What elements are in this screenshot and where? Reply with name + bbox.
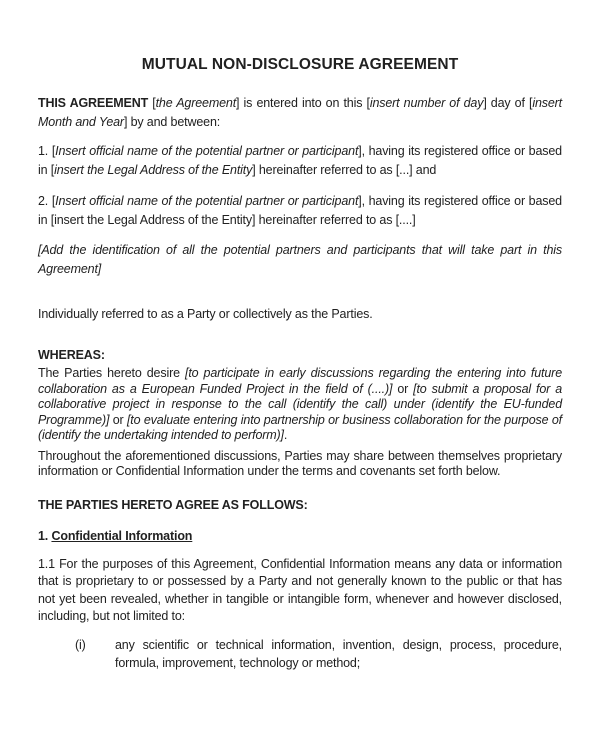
paragraph-individually: Individually referred to as a Party or collectively as the Parties. — [38, 307, 373, 321]
list-item-text: any scientific or technical information, invention, design, process, procedure, formula, improvement, technology or method; — [115, 637, 562, 670]
paragraph-whereas-body: The Parties hereto desire [to participate in early discussions regarding the entering into future collaboration as a European Funded Project in the field of (....)] or [to submit a proposal for a collaborative project in response to the call (identify the call) under (identify the EU-funded Programme)] or [to evaluate entering into partnership or business collaboration for the purpose of (identify the undertaking intended to perform)]. — [38, 366, 562, 442]
list-item-i — [38, 636, 562, 673]
document-title: MUTUAL NON-DISCLOSURE AGREEMENT — [141, 56, 459, 73]
heading-section1-confidential-information: 1. Confidential Information — [38, 529, 193, 543]
paragraph-preamble: THIS AGREEMENT [the Agreement] is entered into on this [insert number of day] day of [insert Month and Year] by and between: — [38, 96, 562, 129]
heading-whereas: WHEREAS: — [38, 347, 105, 362]
paragraph-throughout: Throughout the aforementioned discussions, Parties may share between themselves proprietary information or Confidential Information under the terms and covenants set forth below. — [38, 448, 562, 478]
paragraph-add-identification: [Add the identification of all the potential partners and participants that will take part in this Agreement] — [38, 243, 562, 276]
paragraph-party1: 1. [Insert official name of the potential partner or participant], having its registered office or based in [insert the Legal Address of the Entity] hereinafter referred to as [...] and — [38, 144, 562, 177]
list-item-marker: (i) — [75, 637, 86, 652]
heading-agree: THE PARTIES HERETO AGREE AS FOLLOWS: — [38, 497, 308, 512]
paragraph-clause-1-1: 1.1 For the purposes of this Agreement, Confidential Information means any data or information that is proprietary to or possessed by a Party and not generally known to the public or that has not yet been revealed, whether in tangible or intangible form, whenever and however disclosed, including, but not limited to: — [38, 556, 562, 623]
paragraph-party2: 2. [Insert official name of the potential partner or participant], having its registered office or based in [insert the Legal Address of the Entity] hereinafter referred to as [....] — [38, 194, 562, 227]
